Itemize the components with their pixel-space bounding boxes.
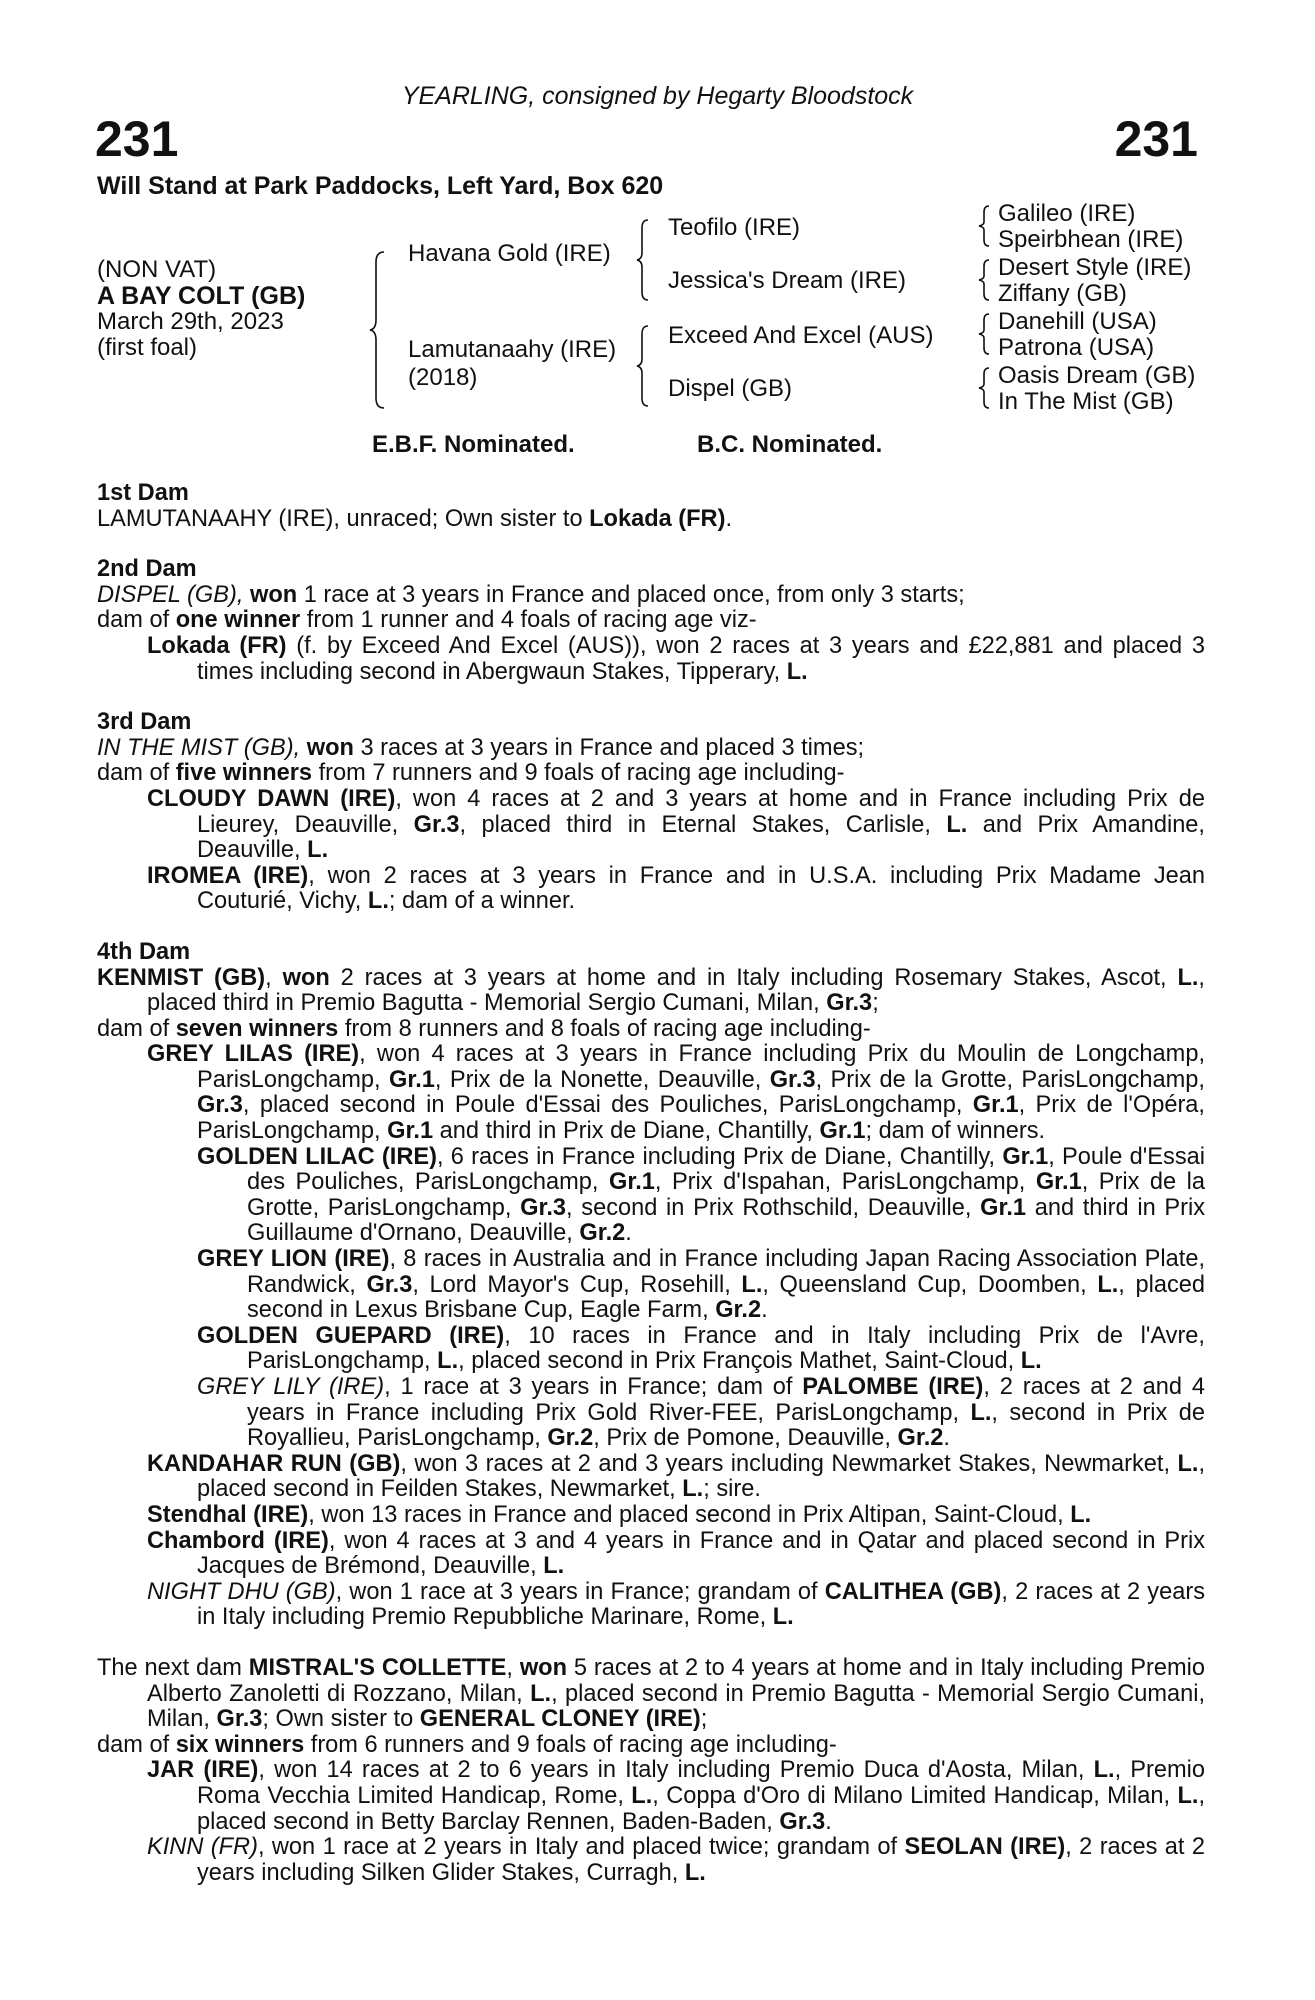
dam4-produce-grey-lily: GREY LILY (IRE), 1 race at 3 years in France; dam of PALOMBE (IRE), 2 races at 2 and 4 years in France including Prix Gold River-FEE, ParisLongchamp, L., second in Prix de Royallieu, ParisLongchamp, Gr.2, Prix de Pomone, Deauville, Gr.2. bbox=[197, 1374, 1205, 1452]
pedigree-brace-ds bbox=[977, 312, 991, 356]
pedigree-dds: Oasis Dream (GB) bbox=[998, 362, 1196, 389]
pedigree-dam-sire: Exceed And Excel (AUS) bbox=[668, 322, 934, 349]
dam2-produce-line: dam of one winner from 1 runner and 4 foals of racing age viz- bbox=[97, 607, 757, 634]
dam4-produce-golden-guepard: GOLDEN GUEPARD (IRE), 10 races in France and in Italy including Prix de l'Avre, ParisLongchamp, L., placed second in Prix François Mathet, Saint-Cloud, L. bbox=[197, 1322, 1205, 1375]
horse-name: A BAY COLT (GB) bbox=[97, 282, 306, 310]
pedigree-sire-sire: Teofilo (IRE) bbox=[668, 214, 801, 241]
lot-number-left: 231 bbox=[95, 111, 179, 167]
dam2-produce-lokada: Lokada (FR) (f. by Exceed And Excel (AUS)), won 2 races at 3 years and £22,881 and placed 3 times including second in Abergwaun Stakes, Tipperary, L. bbox=[147, 632, 1205, 685]
pedigree-sss: Galileo (IRE) bbox=[998, 200, 1136, 227]
pedigree-sds: Desert Style (IRE) bbox=[998, 254, 1192, 281]
pedigree-dam-dam: Dispel (GB) bbox=[668, 375, 793, 402]
next-dam-produce-line: dam of six winners from 6 runners and 9 foals of racing age including- bbox=[97, 1731, 837, 1758]
vat-status: (NON VAT) bbox=[97, 256, 217, 283]
dam2-heading: 2nd Dam bbox=[97, 556, 197, 583]
pedigree-brace-dam bbox=[635, 324, 651, 408]
pedigree-dam: Lamutanaahy (IRE) bbox=[408, 336, 617, 363]
next-dam-produce-kinn: KINN (FR), won 1 race at 2 years in Italy and placed twice; grandam of SEOLAN (IRE), 2 races at 2 years including Silken Glider Stakes, Curragh, L. bbox=[147, 1834, 1205, 1886]
pedigree-dsd: Patrona (USA) bbox=[998, 334, 1155, 361]
dam3-produce-line: dam of five winners from 7 runners and 9 foals of racing age including- bbox=[97, 760, 845, 787]
foal-note: (first foal) bbox=[97, 334, 198, 361]
dam3-entry: IN THE MIST (GB), won 3 races at 3 years in France and placed 3 times; bbox=[97, 734, 865, 761]
next-dam-produce-jar: JAR (IRE), won 14 races at 2 to 6 years in Italy including Premio Duca d'Aosta, Milan, L., Premio Roma Vecchia Limited Handicap, Rome, L., Coppa d'Oro di Milano Limited Handicap, Milan, L., placed second in Betty Barclay Rennen, Baden-Baden, Gr.3. bbox=[147, 1757, 1205, 1835]
dam4-produce-golden-lilac: GOLDEN LILAC (IRE), 6 races in France including Prix de Diane, Chantilly, Gr.1, Poule d'Essai des Pouliches, ParisLongchamp, Gr.1, Prix d'Ispahan, ParisLongchamp, Gr.1, Prix de la Grotte, ParisLongchamp, Gr.3, second in Prix Rothschild, Deauville, Gr.1 and third in Prix Guillaume d'Ornano, Deauville, Gr.2. bbox=[197, 1143, 1206, 1247]
dam4-produce-chambord: Chambord (IRE), won 4 races at 3 and 4 years in France and in Qatar and placed second in Prix Jacques de Brémond, Deauville, L. bbox=[147, 1527, 1205, 1580]
pedigree-dam-year: (2018) bbox=[408, 364, 478, 391]
pedigree-dss: Danehill (USA) bbox=[998, 308, 1157, 335]
dam4-produce-line: dam of seven winners from 8 runners and 8 foals of racing age including- bbox=[97, 1015, 871, 1042]
catalogue-body bbox=[97, 481, 1205, 1886]
pedigree-brace-main bbox=[368, 250, 388, 410]
pedigree-ddd: In The Mist (GB) bbox=[998, 388, 1174, 415]
next-dam-entry: The next dam MISTRAL'S COLLETTE, won 5 races at 2 to 4 years at home and in Italy including Premio Alberto Zanoletti di Rozzano, Milan, L., placed second in Premio Bagutta - Memorial Sergio Cumani, Milan, Gr.3; Own sister to GENERAL CLONEY (IRE); bbox=[97, 1654, 1206, 1733]
pedigree-sdd: Ziffany (GB) bbox=[998, 280, 1127, 307]
dam4-produce-grey-lion: GREY LION (IRE), 8 races in Australia and in France including Japan Racing Association Plate, Randwick, Gr.3, Lord Mayor's Cup, Rosehill, L., Queensland Cup, Doomben, L., placed second in Lexus Brisbane Cup, Eagle Farm, Gr.2. bbox=[197, 1246, 1206, 1324]
pedigree-ssd: Speirbhean (IRE) bbox=[998, 226, 1184, 253]
dam3-produce-iromea: IROMEA (IRE), won 2 races at 3 years in France and in U.S.A. including Prix Madame Jean Couturié, Vichy, L.; dam of a winner. bbox=[147, 862, 1205, 915]
dam4-entry: KENMIST (GB), won 2 races at 3 years at home and in Italy including Rosemary Stakes, Ascot, L., placed third in Premio Bagutta - Memorial Sergio Cumani, Milan, Gr.3; bbox=[97, 964, 1205, 1017]
pedigree-brace-sire bbox=[635, 218, 651, 302]
pedigree-sire-dam: Jessica's Dream (IRE) bbox=[668, 267, 906, 294]
dam4-produce-grey-lilas: GREY LILAS (IRE), won 4 races at 3 years in France including Prix du Moulin de Longchamp, ParisLongchamp, Gr.1, Prix de la Nonette, Deauville, Gr.3, Prix de la Grotte, ParisLongchamp, Gr.3, placed second in Poule d'Essai des Pouliches, ParisLongchamp, Gr.1, Prix de l'Opéra, ParisLongchamp, Gr.1 and third in Prix de Diane, Chantilly, Gr.1; dam of winners. bbox=[147, 1041, 1206, 1145]
ebf-nominated: E.B.F. Nominated. bbox=[372, 431, 575, 458]
dam1-heading: 1st Dam bbox=[97, 480, 189, 506]
foaling-date: March 29th, 2023 bbox=[97, 308, 284, 335]
dam3-produce-cloudy-dawn: CLOUDY DAWN (IRE), won 4 races at 2 and 3 years at home and in France including Prix de Lieurey, Deauville, Gr.3, placed third in Eternal Stakes, Carlisle, L. and Prix Amandine, Deauville, L. bbox=[147, 785, 1205, 864]
pedigree-sire: Havana Gold (IRE) bbox=[408, 240, 611, 267]
dam1-entry: LAMUTANAAHY (IRE), unraced; Own sister to Lokada (FR). bbox=[97, 505, 733, 532]
dam3-heading: 3rd Dam bbox=[97, 709, 192, 736]
dam4-heading: 4th Dam bbox=[97, 938, 191, 965]
page-subtitle: YEARLING, consigned by Hegarty Bloodstock bbox=[401, 82, 914, 110]
bc-nominated: B.C. Nominated. bbox=[697, 431, 883, 458]
dam4-produce-night-dhu: NIGHT DHU (GB), won 1 race at 3 years in France; grandam of CALITHEA (GB), 2 races at 2 years in Italy including Premio Repubbliche Marinare, Rome, L. bbox=[147, 1578, 1205, 1631]
lot-number-right: 231 bbox=[1114, 111, 1198, 167]
pedigree-brace-sd bbox=[977, 258, 991, 302]
stand-location: Will Stand at Park Paddocks, Left Yard, Box 620 bbox=[97, 172, 664, 200]
dam4-produce-stendhal: Stendhal (IRE), won 13 races in France and placed second in Prix Altipan, Saint-Cloud, L. bbox=[147, 1501, 1092, 1528]
pedigree-brace-dd bbox=[977, 366, 991, 410]
dam2-entry: DISPEL (GB), won 1 race at 3 years in France and placed once, from only 3 starts; bbox=[97, 581, 965, 608]
dam4-produce-kandahar-run: KANDAHAR RUN (GB), won 3 races at 2 and 3 years including Newmarket Stakes, Newmarket, L., placed second in Feilden Stakes, Newmarket, L.; sire. bbox=[147, 1450, 1205, 1503]
pedigree-brace-ss bbox=[977, 204, 991, 248]
